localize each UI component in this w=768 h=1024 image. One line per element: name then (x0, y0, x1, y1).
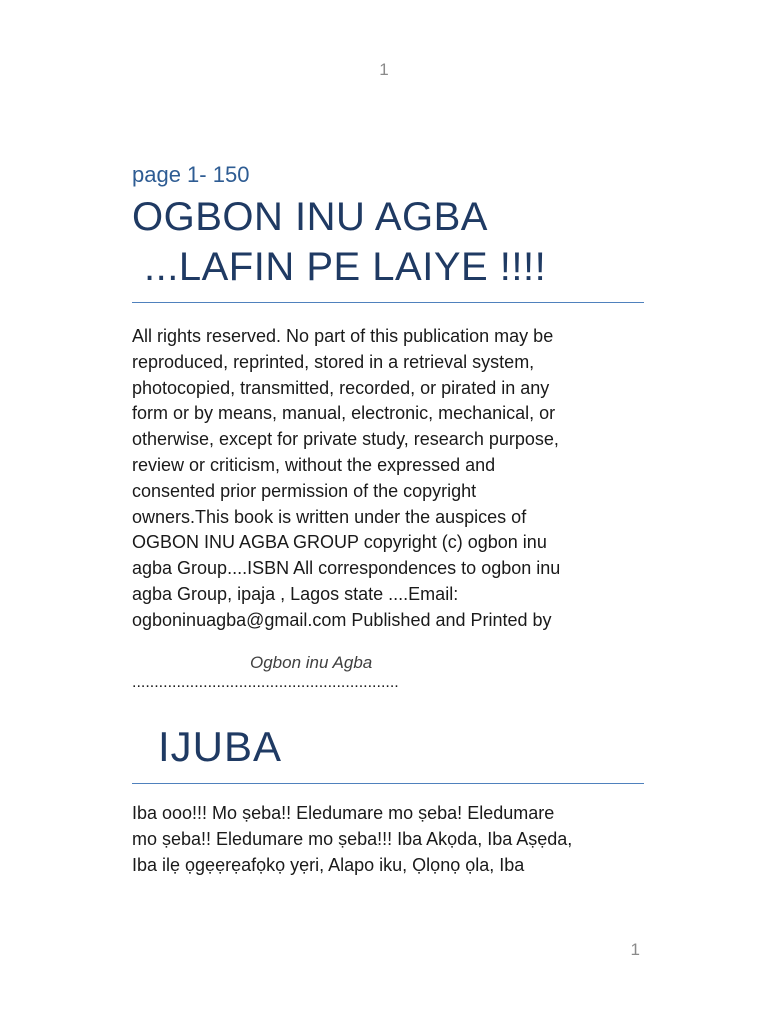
copyright-paragraph: All rights reserved. No part of this publication may be reproduced, reprinted, stored in a retrieval system, photocopied, transmitted, recorded, or pirated in any form or by means, manual, electronic, mechanical, or otherwise, except for private study, research purpose, review or criticism, without the expressed and consented prior permission of the copyright owners.This book is written under the auspices of OGBON INU AGBA GROUP copyright (c) ogbon inu agba Group....ISBN All correspondences to ogbon inu agba Group, ipaja , Lagos state ....Email: ogboninuagba@gmail.com Published and Printed by (132, 326, 561, 630)
title-line-1: OGBON INU AGBA (132, 195, 488, 239)
publisher-name: Ogbon inu Agba (250, 652, 373, 672)
header-page-number: 1 (379, 60, 389, 79)
section-heading: IJUBA (158, 722, 283, 770)
document-body (132, 158, 644, 878)
title-line-2: ...LAFIN PE LAIYE !!!! (144, 245, 547, 289)
page-range-subtitle: page 1- 150 (132, 162, 250, 187)
section-paragraph: Iba ooo!!! Mo ṣeba!! Eledumare mo ṣeba! Eledumare mo ṣeba!! Eledumare mo ṣeba!!! Iba Akọda, Iba Aṣẹda, Iba ilẹ ọgẹẹrẹafọkọ yẹri, Alapo iku, Ọlọnọ ọla, Iba (132, 802, 573, 875)
dotted-leader: ............................................................ (132, 673, 399, 691)
section-divider (132, 783, 644, 784)
document-title (132, 192, 644, 292)
title-divider (132, 302, 644, 303)
footer-page-number: 1 (630, 940, 640, 959)
